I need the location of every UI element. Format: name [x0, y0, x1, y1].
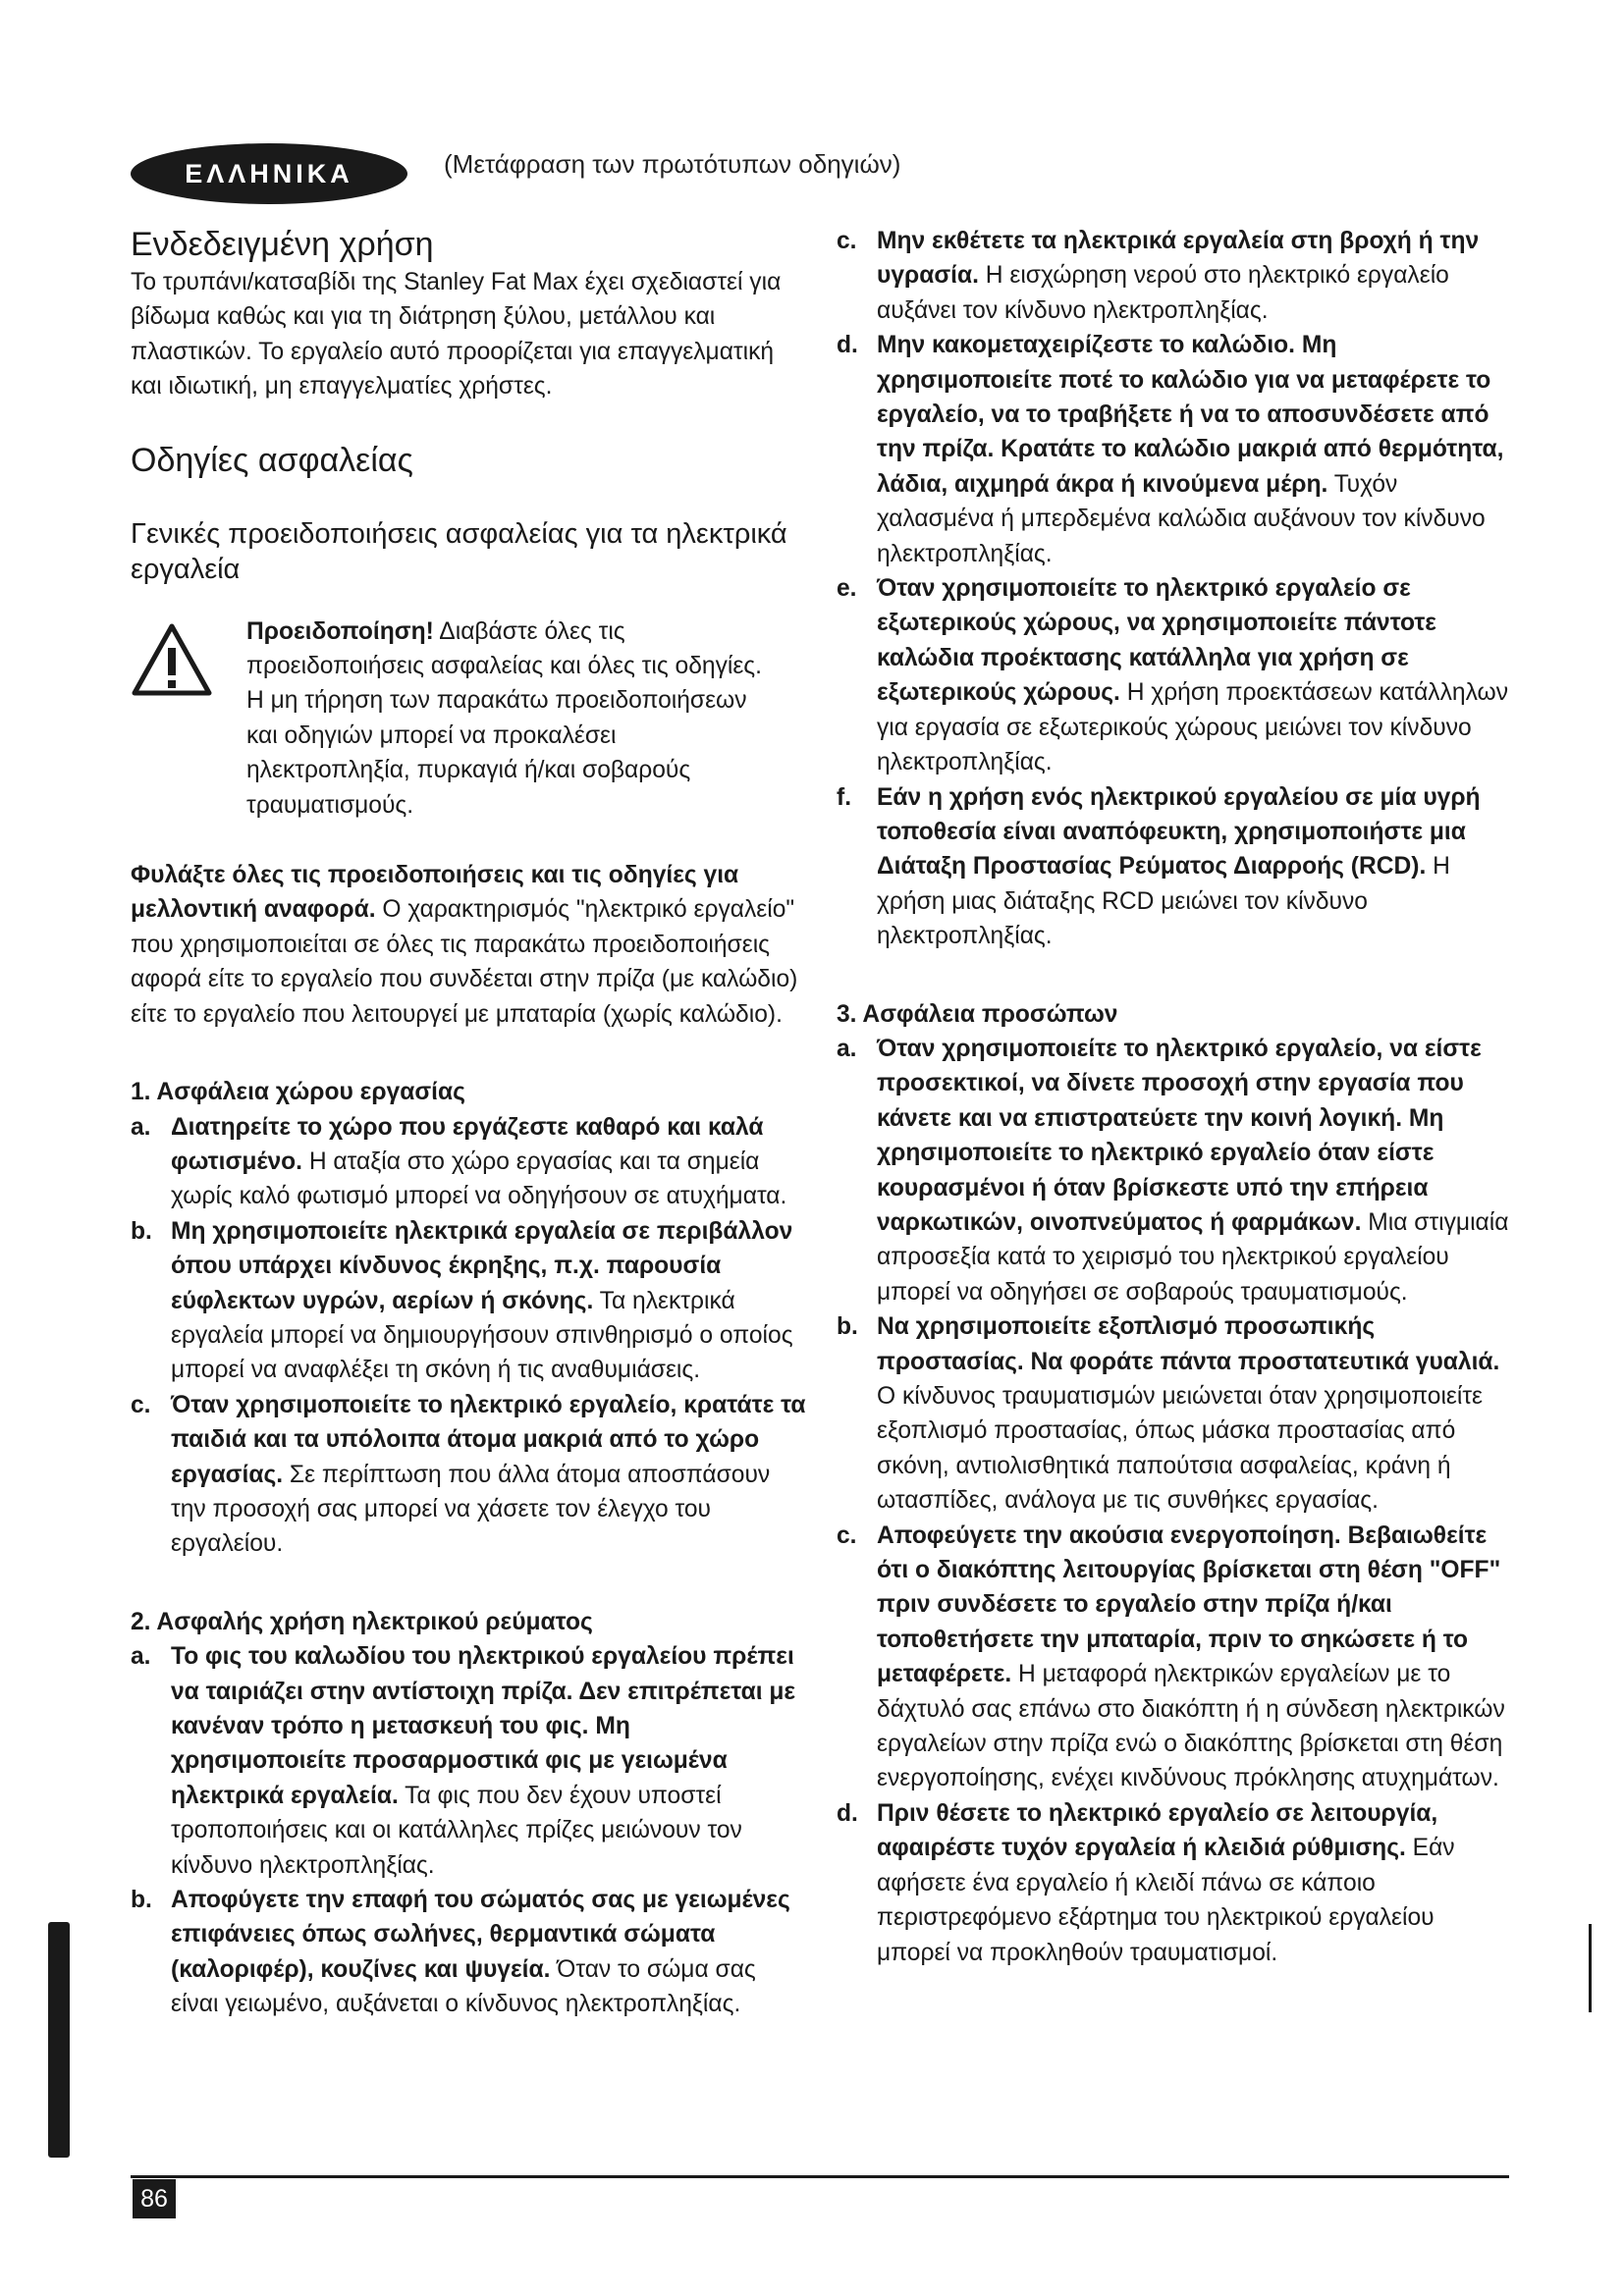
margin-mark	[1589, 1924, 1592, 2012]
warning-block	[131, 614, 808, 823]
list-item: b. Μη χρησιμοποιείτε ηλεκτρικά εργαλεία σε περιβάλλον όπου υπάρχει κίνδυνος έκρηξης, π.χ. παρουσία εύφλεκτων υγρών, αερίων ή σκόνης. Τα ηλεκτρικά εργαλεία μπορεί να δημιουργήσουν σπινθηρισμό ο οποίος μπορεί να αναφλέξει τη σκόνη ή τις αναθυμιάσεις.	[131, 1217, 793, 1384]
list-item: a. Το φις του καλωδίου του ηλεκτρικού εργαλείου πρέπει να ταιριάζει στην αντίστοιχη πρίζα. Δεν επιτρέπεται με κανέναν τρόπο η μετασκευή του φις. Μη χρησιμοποιείτε προσαρμοστικά φις με γειωμένα ηλεκτρικά εργαλεία. Τα φις που δεν έχουν υποστεί τροποποιήσεις και οι κατάλληλες πρίζες μειώνουν τον κίνδυνο ηλεκτροπληξίας.	[131, 1643, 796, 1879]
safety-title: Οδηγίες ασφαλείας	[131, 441, 413, 479]
keep-instructions	[131, 858, 808, 1032]
intended-use-body: Το τρυπάνι/κατσαβίδι της Stanley Fat Max έχει σχεδιαστεί για βίδωμα καθώς και για τη διάτρηση ξύλου, μετάλλου και πλαστικών. Το εργαλείο αυτό προορίζεται για επαγγελματική και ιδιωτική, μη επαγγελματίες χρήστες.	[131, 269, 782, 400]
warning-text	[246, 614, 777, 823]
keep-instructions-text: Ο χαρακτηρισμός "ηλεκτρικό εργαλείο" που χρησιμοποιείται σε όλες τις παρακάτω προειδοποιήσεις αφορά είτε το εργαλείο που συνδέεται στην πρίζα (με καλώδιο) είτε το εργαλείο που λειτουργεί με μπαταρία (χωρίς καλώδιο).	[131, 896, 798, 1028]
warning-triangle-icon	[131, 614, 246, 823]
footer-rule	[131, 2175, 1509, 2178]
list-item: c. Όταν χρησιμοποιείτε το ηλεκτρικό εργαλείο, κρατάτε τα παιδιά και τα υπόλοιπα άτομα μακριά από το χώρο εργασίας. Σε περίπτωση που άλλα άτομα αποσπάσουν την προσοχή σας μπορεί να χάσετε τον έλεγχο του εργαλείου.	[131, 1391, 806, 1558]
list-item: e. Όταν χρησιμοποιείτε το ηλεκτρικό εργαλείο σε εξωτερικούς χώρους, να χρησιμοποιείτε πάντοτε καλώδια προέκτασης κατάλληλα για χρήση σε εξωτερικούς χώρους. Η χρήση προεκτάσεων κατάλληλων για εργασία σε εξωτερικούς χώρους μειώνει τον κίνδυνο ηλεκτροπληξίας.	[837, 575, 1509, 776]
warning-label: Προειδοποίηση!	[246, 617, 434, 645]
general-warnings-title: Γενικές προειδοποιήσεις ασφαλείας για τα ηλεκτρικά εργαλεία	[131, 517, 787, 585]
list-item: d. Πριν θέσετε το ηλεκτρικό εργαλείο σε λειτουργία, αφαιρέστε τυχόν εργαλεία ή κλειδιά ρύθμισης. Εάν αφήσετε ένα εργαλείο ή κλειδί πάνω σε κάποιο περιστρεφόμενο εξάρτημα του ηλεκτρικού εργαλείου μπορεί να προκληθούν τραυματισμοί.	[837, 1799, 1455, 1966]
section-title: 3. Ασφάλεια προσώπων	[837, 1000, 1118, 1028]
section-title: 2. Ασφαλής χρήση ηλεκτρικού ρεύματος	[131, 1608, 593, 1635]
keep-instructions-bold: Φυλάξτε όλες τις προειδοποιήσεις και τις οδηγίες για μελλοντική αναφορά.	[131, 862, 739, 924]
warning-body: Διαβάστε όλες τις προειδοποιήσεις ασφαλείας και όλες τις οδηγίες. Η μη τήρηση των παρακάτω προειδοποιήσεων και οδηγιών μπορεί να προκαλέσει ηλεκτροπληξία, πυρκαγιά ή/και σοβαρούς τραυματισμούς.	[246, 617, 762, 819]
list-item: f. Εάν η χρήση ενός ηλεκτρικού εργαλείου σε μία υγρή τοποθεσία είναι αναπόφευκτη, χρησιμοποιήστε μια Διάταξη Προστασίας Ρεύματος Διαρροής (RCD). Η χρήση μιας διάταξης RCD μειώνει τον κίνδυνο ηλεκτροπληξίας.	[837, 783, 1481, 950]
language-badge: ΕΛΛΗΝΙΚΑ	[131, 143, 407, 204]
list-item: b. Αποφύγετε την επαφή του σώματός σας με γειωμένες επιφάνειες όπως σωλήνες, θερμαντικά σώματα (καλοριφέρ), κουζίνες και ψυγεία. Όταν το σώμα σας είναι γειωμένο, αυξάνεται ο κίνδυνος ηλεκτροπληξίας.	[131, 1887, 790, 2018]
intended-use-title: Ενδεδειγμένη χρήση	[131, 226, 434, 263]
list-item: b. Να χρησιμοποιείτε εξοπλισμό προσωπικής προστασίας. Να φοράτε πάντα προστατευτικά γυαλιά. Ο κίνδυνος τραυματισμών μειώνεται όταν χρησιμοποιείτε εξοπλισμό προστασίας, όπως μάσκα προστασίας από σκόνη, αντιολισθητικά παπούτσια ασφαλείας, κράνη ή ωτασπίδες, ανάλογα με τις συνθήκες εργασίας.	[837, 1313, 1500, 1515]
side-tab-marker	[48, 1922, 70, 2158]
right-column	[837, 224, 1514, 1970]
list-item: c. Αποφεύγετε την ακούσια ενεργοποίηση. Βεβαιωθείτε ότι ο διακόπτης λειτουργίας βρίσκεται στη θέση "OFF" πριν συνδέσετε το εργαλείο στην πρίζα ή/και τοποθετήσετε την μπαταρία, πριν το σηκώσετε ή το μεταφέρετε. Η μεταφορά ηλεκτρικών εργαλείων με το δάχτυλό σας επάνω στο διακόπτη ή η σύνδεση ηλεκτρικών εργαλείων στην πρίζα ενώ ο διακόπτης βρίσκεται στη θέση ενεργοποίησης, ενέχει κινδύνους πρόκλησης ατυχημάτων.	[837, 1522, 1505, 1792]
translation-note: (Μετάφραση των πρωτότυπων οδηγιών)	[444, 149, 901, 179]
list-item: a. Όταν χρησιμοποιείτε το ηλεκτρικό εργαλείο, να είστε προσεκτικοί, να δίνετε προσοχή στην εργασία που κάνετε και να επιστρατεύετε την κοινή λογική. Μη χρησιμοποιείτε το ηλεκτρικό εργαλείο όταν είστε κουρασμένοι ή όταν βρίσκεστε υπό την επήρεια ναρκωτικών, οινοπνεύματος ή φαρμάκων. Μια στιγμιαία απροσεξία κατά το χειρισμό του ηλεκτρικού εργαλείου μπορεί να οδηγήσει σε σοβαρούς τραυματισμούς.	[837, 1035, 1509, 1306]
list-item: d. Μην κακομεταχειρίζεστε το καλώδιο. Μη χρησιμοποιείτε ποτέ το καλώδιο για να μεταφέρετε το εργαλείο, να το τραβήξετε ή να το αποσυνδέσετε από την πρίζα. Κρατάτε το καλώδιο μακριά από θερμότητα, λάδια, αιχμηρά άκρα ή κινούμενα μέρη. Τυχόν χαλασμένα ή μπερδεμένα καλώδια αυξάνουν τον κίνδυνο ηλεκτροπληξίας.	[837, 332, 1504, 567]
page-number: 86	[133, 2179, 176, 2218]
section-title: 1. Ασφάλεια χώρου εργασίας	[131, 1079, 465, 1106]
left-column	[131, 224, 808, 2022]
list-item: c. Μην εκθέτετε τα ηλεκτρικά εργαλεία στη βροχή ή την υγρασία. Η εισχώρηση νερού στο ηλεκτρικό εργαλείο αυξάνει τον κίνδυνο ηλεκτροπληξίας.	[837, 228, 1480, 324]
list-item: a. Διατηρείτε το χώρο που εργάζεστε καθαρό και καλά φωτισμένο. Η αταξία στο χώρο εργασίας και τα σημεία χωρίς καλό φωτισμό μπορεί να οδηγήσουν σε ατυχήματα.	[131, 1113, 787, 1210]
